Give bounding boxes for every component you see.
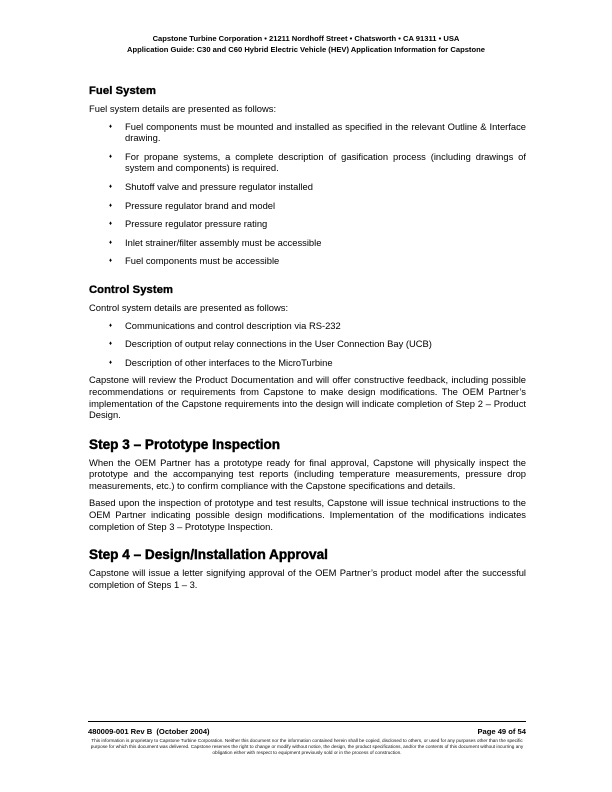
fuel-system-list [89, 121, 526, 267]
footer-row [88, 727, 526, 736]
step3-heading: Step 3 – Prototype Inspection [89, 436, 281, 452]
control-system-section [89, 283, 526, 421]
fuel-system-section [89, 84, 526, 267]
proprietary-notice: This information is proprietary to Capstone Turbine Corporation. Neither this document nor the information contained herein shall be copied, disclosed to others, or used for any purposes other than the specific purpose for which this document was delivered. Capstone reserves the right to change or modify without notice, the design, the product specifications, and/or the contents of this document without incurring any obligation either with respect to equipment previously sold or in the process of construction. [90, 738, 524, 755]
page-footer [88, 721, 526, 755]
diamond-bullet-icon: ♦ [109, 123, 113, 130]
list-item: ♦ Pressure regulator brand and model [109, 199, 276, 211]
page-number: Page 49 of 54 [477, 727, 526, 736]
control-system-intro: Control system details are presented as follows: [89, 301, 289, 313]
list-item: ♦ Description of output relay connections in the User Connection Bay (UCB) [109, 338, 432, 350]
list-item: ♦ Inlet strainer/filter assembly must be accessible [109, 236, 322, 248]
control-system-list [89, 320, 526, 369]
diamond-bullet-icon: ♦ [109, 221, 113, 228]
header-guide-title: Application Guide: C30 and C60 Hybrid Electric Vehicle (HEV) Application Information for Capstone [127, 44, 485, 54]
diamond-bullet-icon: ♦ [109, 202, 113, 209]
list-item: ♦ Communications and control description via RS-232 [109, 319, 341, 331]
diamond-bullet-icon: ♦ [109, 239, 113, 246]
step4-section [89, 546, 526, 590]
step3-paragraph-1: When the OEM Partner has a prototype ready for final approval, Capstone will physically inspect the prototype and the accompanying test reports (including temperature measurements, pressure drop measurements, etc.) to confirm compliance with the Capstone specifications and details. [89, 456, 526, 491]
page-header [0, 34, 612, 55]
fuel-system-intro: Fuel system details are presented as follows: [89, 103, 277, 114]
product-design-paragraph: Capstone will review the Product Documentation and will offer constructive feedback, including possible recommendations or requirements from Capstone to make design modifications. The OEM Partner’s implementation of the Capstone requirements into the design will indicate completion of Step 2 – Product Design. [89, 374, 526, 421]
page-content [89, 84, 526, 590]
list-item: ♦ Fuel components must be mounted and installed as specified in the relevant Outline & Interface drawing. [109, 120, 526, 144]
list-item: ♦ Pressure regulator pressure rating [109, 218, 268, 230]
diamond-bullet-icon: ♦ [109, 322, 113, 329]
header-company-line: Capstone Turbine Corporation • 21211 Nordhoff Street • Chatsworth • CA 91311 • USA [152, 34, 460, 43]
diamond-bullet-icon: ♦ [109, 341, 113, 348]
step4-paragraph: Capstone will issue a letter signifying approval of the OEM Partner’s product model after the successful completion of Steps 1 – 3. [89, 567, 526, 590]
diamond-bullet-icon: ♦ [109, 153, 113, 160]
diamond-bullet-icon: ♦ [109, 359, 113, 366]
list-item: ♦ Description of other interfaces to the MicroTurbine [109, 356, 333, 368]
list-item: ♦ For propane systems, a complete description of gasification process (including drawings of system and components) is required. [109, 150, 526, 174]
document-id: 480009-001 Rev B (October 2004) [88, 727, 210, 736]
step3-paragraph-2: Based upon the inspection of prototype and test results, Capstone will issue technical instructions to the OEM Partner indicating possible design modifications. Implementation of the modifications indicates completion of Step 3 – Prototype Inspection. [89, 497, 526, 532]
diamond-bullet-icon: ♦ [109, 258, 113, 265]
control-system-heading: Control System [89, 283, 174, 296]
diamond-bullet-icon: ♦ [109, 183, 113, 190]
step4-heading: Step 4 – Design/Installation Approval [89, 547, 328, 563]
list-item: ♦ Shutoff valve and pressure regulator installed [109, 180, 313, 192]
list-item: ♦ Fuel components must be accessible [109, 255, 280, 267]
step3-section [89, 436, 526, 533]
fuel-system-heading: Fuel System [89, 85, 157, 97]
